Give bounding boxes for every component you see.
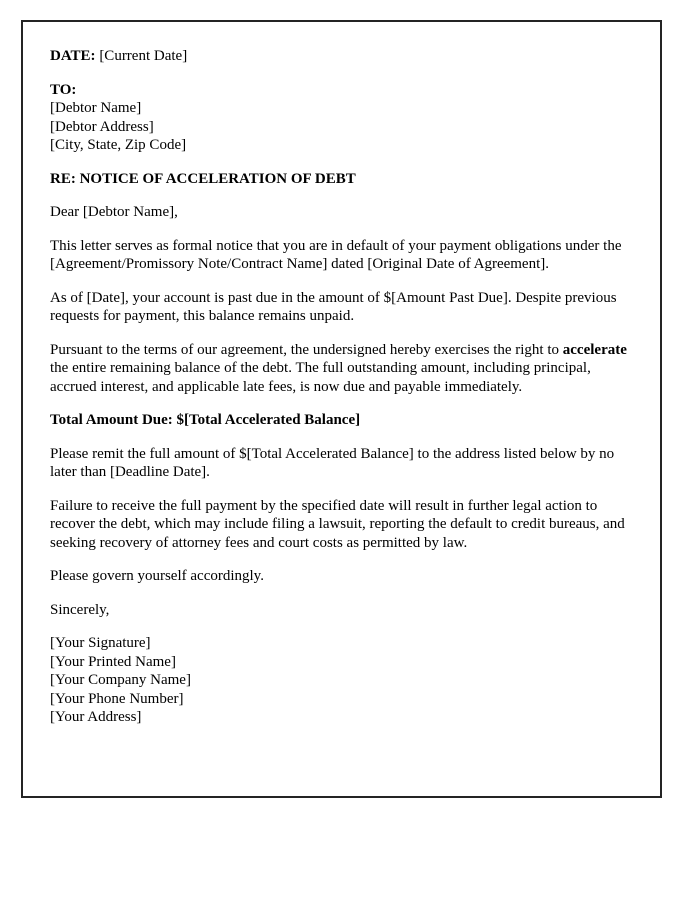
date-line [50,47,633,66]
paragraph-failure-consequences: Failure to receive the full payment by the specified date will result in further legal action to recover the debt, which may include filing a lawsuit, reporting the default to credit bureaus, and seeking recovery of attorney fees and court costs as permitted by law. [50,497,625,551]
acceleration-text-after: the entire remaining balance of the debt. The full outstanding amount, including principal, accrued interest, and applicable late fees, is now due and payable immediately. [50,360,591,395]
to-label: TO: [50,81,77,98]
paragraph-default-notice: This letter serves as formal notice that you are in default of your payment obligations under the [Agreement/Promissory Note/Contract Name] dated [Original Date of Agreement]. [50,237,622,272]
valediction: Sincerely, [50,601,110,618]
paragraph-past-due: As of [Date], your account is past due in the amount of $[Amount Past Due]. Despite previous requests for payment, this balance remains unpaid. [50,289,617,324]
date-label: DATE: [50,48,96,64]
signature-block [50,634,633,727]
recipient-block [50,81,633,155]
closing-note: Please govern yourself accordingly. [50,568,264,584]
salutation: Dear [Debtor Name], [50,204,178,220]
printed-name-line: [Your Printed Name] [50,653,176,670]
acceleration-bold-word: accelerate [562,341,627,358]
acceleration-text-before: Pursuant to the terms of our agreement, the undersigned hereby exercises the right to [50,341,563,358]
phone-number-line: [Your Phone Number] [50,690,184,707]
recipient-address: [Debtor Address] [50,118,154,135]
date-value: [Current Date] [99,48,188,64]
address-line: [Your Address] [50,709,142,725]
recipient-city-state-zip: [City, State, Zip Code] [50,137,187,153]
recipient-name: [Debtor Name] [50,100,142,116]
signature-line: [Your Signature] [50,635,151,651]
subject-line: RE: NOTICE OF ACCELERATION OF DEBT [50,170,356,187]
company-name-line: [Your Company Name] [50,672,191,688]
total-amount-due-line: Total Amount Due: $[Total Accelerated Balance] [50,412,361,428]
letter-document [21,20,662,798]
paragraph-remit: Please remit the full amount of $[Total Accelerated Balance] to the address listed below by no later than [Deadline Date]. [50,445,615,480]
paragraph-acceleration [50,341,633,397]
